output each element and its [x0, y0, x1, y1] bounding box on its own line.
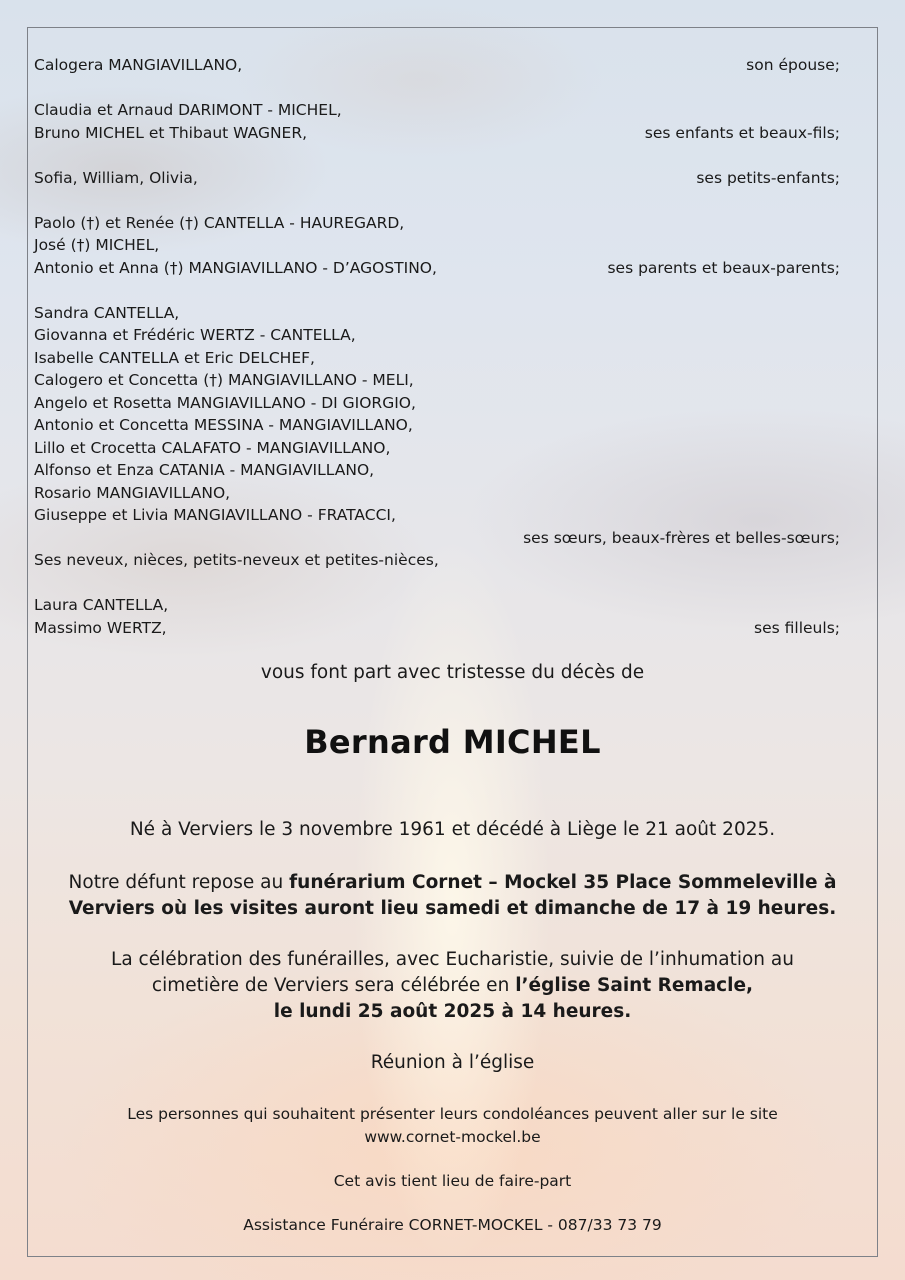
funeral-home-bold: funérarium Cornet – Mockel 35 Place Sommeleville à [289, 872, 837, 893]
deceased-name: Bernard MICHEL [304, 723, 601, 761]
visits-bold: Verviers où les visites auront lieu samedi et dimanche de 17 à 19 heures. [68, 898, 837, 919]
family-names: Sandra CANTELLA, [34, 303, 180, 322]
family-line [34, 549, 840, 572]
family-block [34, 99, 840, 144]
date-time-bold: le lundi 25 août 2025 à 14 heures. [273, 1001, 632, 1022]
family-line [34, 234, 840, 257]
family-names: Isabelle CANTELLA et Eric DELCHEF, [34, 348, 315, 367]
family-names: Claudia et Arnaud DARIMONT - MICHEL, [34, 101, 342, 119]
family-names: Paolo (†) et Renée (†) CANTELLA - HAUREGARD, [34, 213, 405, 232]
intro-text: vous font part avec tristesse du décès de [260, 662, 645, 683]
celebration-text [27, 947, 878, 1025]
family-names: Bruno MICHEL et Thibaut WAGNER, [34, 123, 308, 142]
family-line [34, 437, 840, 460]
family-relation: son épouse; [746, 56, 840, 74]
family-names: José (†) MICHEL, [34, 236, 160, 254]
family-names: Laura CANTELLA, [34, 596, 169, 614]
family-names: Rosario MANGIAVILLANO, [34, 483, 231, 502]
family-names: Calogera MANGIAVILLANO, [34, 56, 243, 74]
family-names: Calogero et Concetta (†) MANGIAVILLANO - MELI, [34, 371, 414, 389]
rest-text: Notre défunt repose au [68, 872, 290, 893]
family-names: Antonio et Anna (†) MANGIAVILLANO - D’AGOSTINO, [34, 258, 437, 277]
family-names: Lillo et Crocetta CALAFATO - MANGIAVILLANO, [34, 438, 391, 457]
family-line [34, 414, 840, 437]
family-line [34, 302, 840, 325]
condolences-line1: Les personnes qui souhaitent présenter leurs condoléances peuvent aller sur le site [127, 1105, 778, 1123]
family-names: Giovanna et Frédéric WERTZ - CANTELLA, [34, 326, 356, 344]
condolences-text [27, 1103, 878, 1149]
website-link[interactable]: www.cornet-mockel.be [364, 1128, 541, 1146]
notice-text: Cet avis tient lieu de faire-part [333, 1172, 572, 1190]
funeral-assistance: Assistance Funéraire CORNET-MOCKEL - 087/33 73 79 [243, 1216, 662, 1234]
family-relation: ses parents et beaux-parents; [607, 258, 840, 277]
family-line [34, 482, 840, 505]
reunion-text: Réunion à l’église [370, 1052, 535, 1073]
family-names: Giuseppe et Livia MANGIAVILLANO - FRATACCI, [34, 506, 396, 524]
family-line [34, 324, 840, 347]
family-line [34, 392, 840, 415]
family-relation: ses petits-enfants; [696, 168, 840, 187]
celebration-line2: cimetière de Verviers sera célébrée en [151, 975, 516, 996]
family-line [34, 504, 840, 527]
family-line [34, 594, 840, 617]
family-names: Sofia, William, Olivia, [34, 168, 198, 187]
family-block [34, 167, 840, 190]
family-relation: ses enfants et beaux-fils; [644, 123, 840, 142]
family-line [34, 167, 840, 190]
family-list [34, 54, 840, 662]
family-line [34, 347, 840, 370]
family-names: Alfonso et Enza CATANIA - MANGIAVILLANO, [34, 461, 375, 479]
family-line [34, 369, 840, 392]
family-line [34, 212, 840, 235]
family-line [34, 459, 840, 482]
family-block [34, 594, 840, 639]
family-names: Massimo WERTZ, [34, 618, 167, 637]
family-names: Antonio et Concetta MESSINA - MANGIAVILLANO, [34, 416, 413, 434]
church-bold: l’église Saint Remacle, [515, 975, 754, 996]
family-names: Ses neveux, nièces, petits-neveux et petites-nièces, [34, 551, 439, 569]
family-block [34, 212, 840, 280]
family-relation: ses sœurs, beaux-frères et belles-sœurs; [523, 528, 840, 547]
family-line [34, 527, 840, 550]
celebration-line1: La célébration des funérailles, avec Eucharistie, suivie de l’inhumation au [111, 949, 794, 970]
family-line [34, 54, 840, 77]
birth-death-text: Né à Verviers le 3 novembre 1961 et décédé à Liège le 21 août 2025. [129, 819, 776, 840]
family-block [34, 302, 840, 572]
family-line [34, 257, 840, 280]
funeral-home-text [27, 870, 878, 922]
family-relation: ses filleuls; [754, 618, 840, 637]
family-line [34, 99, 840, 122]
family-block [34, 54, 840, 77]
family-line [34, 617, 840, 640]
family-line [34, 122, 840, 145]
family-names: Angelo et Rosetta MANGIAVILLANO - DI GIORGIO, [34, 393, 416, 412]
